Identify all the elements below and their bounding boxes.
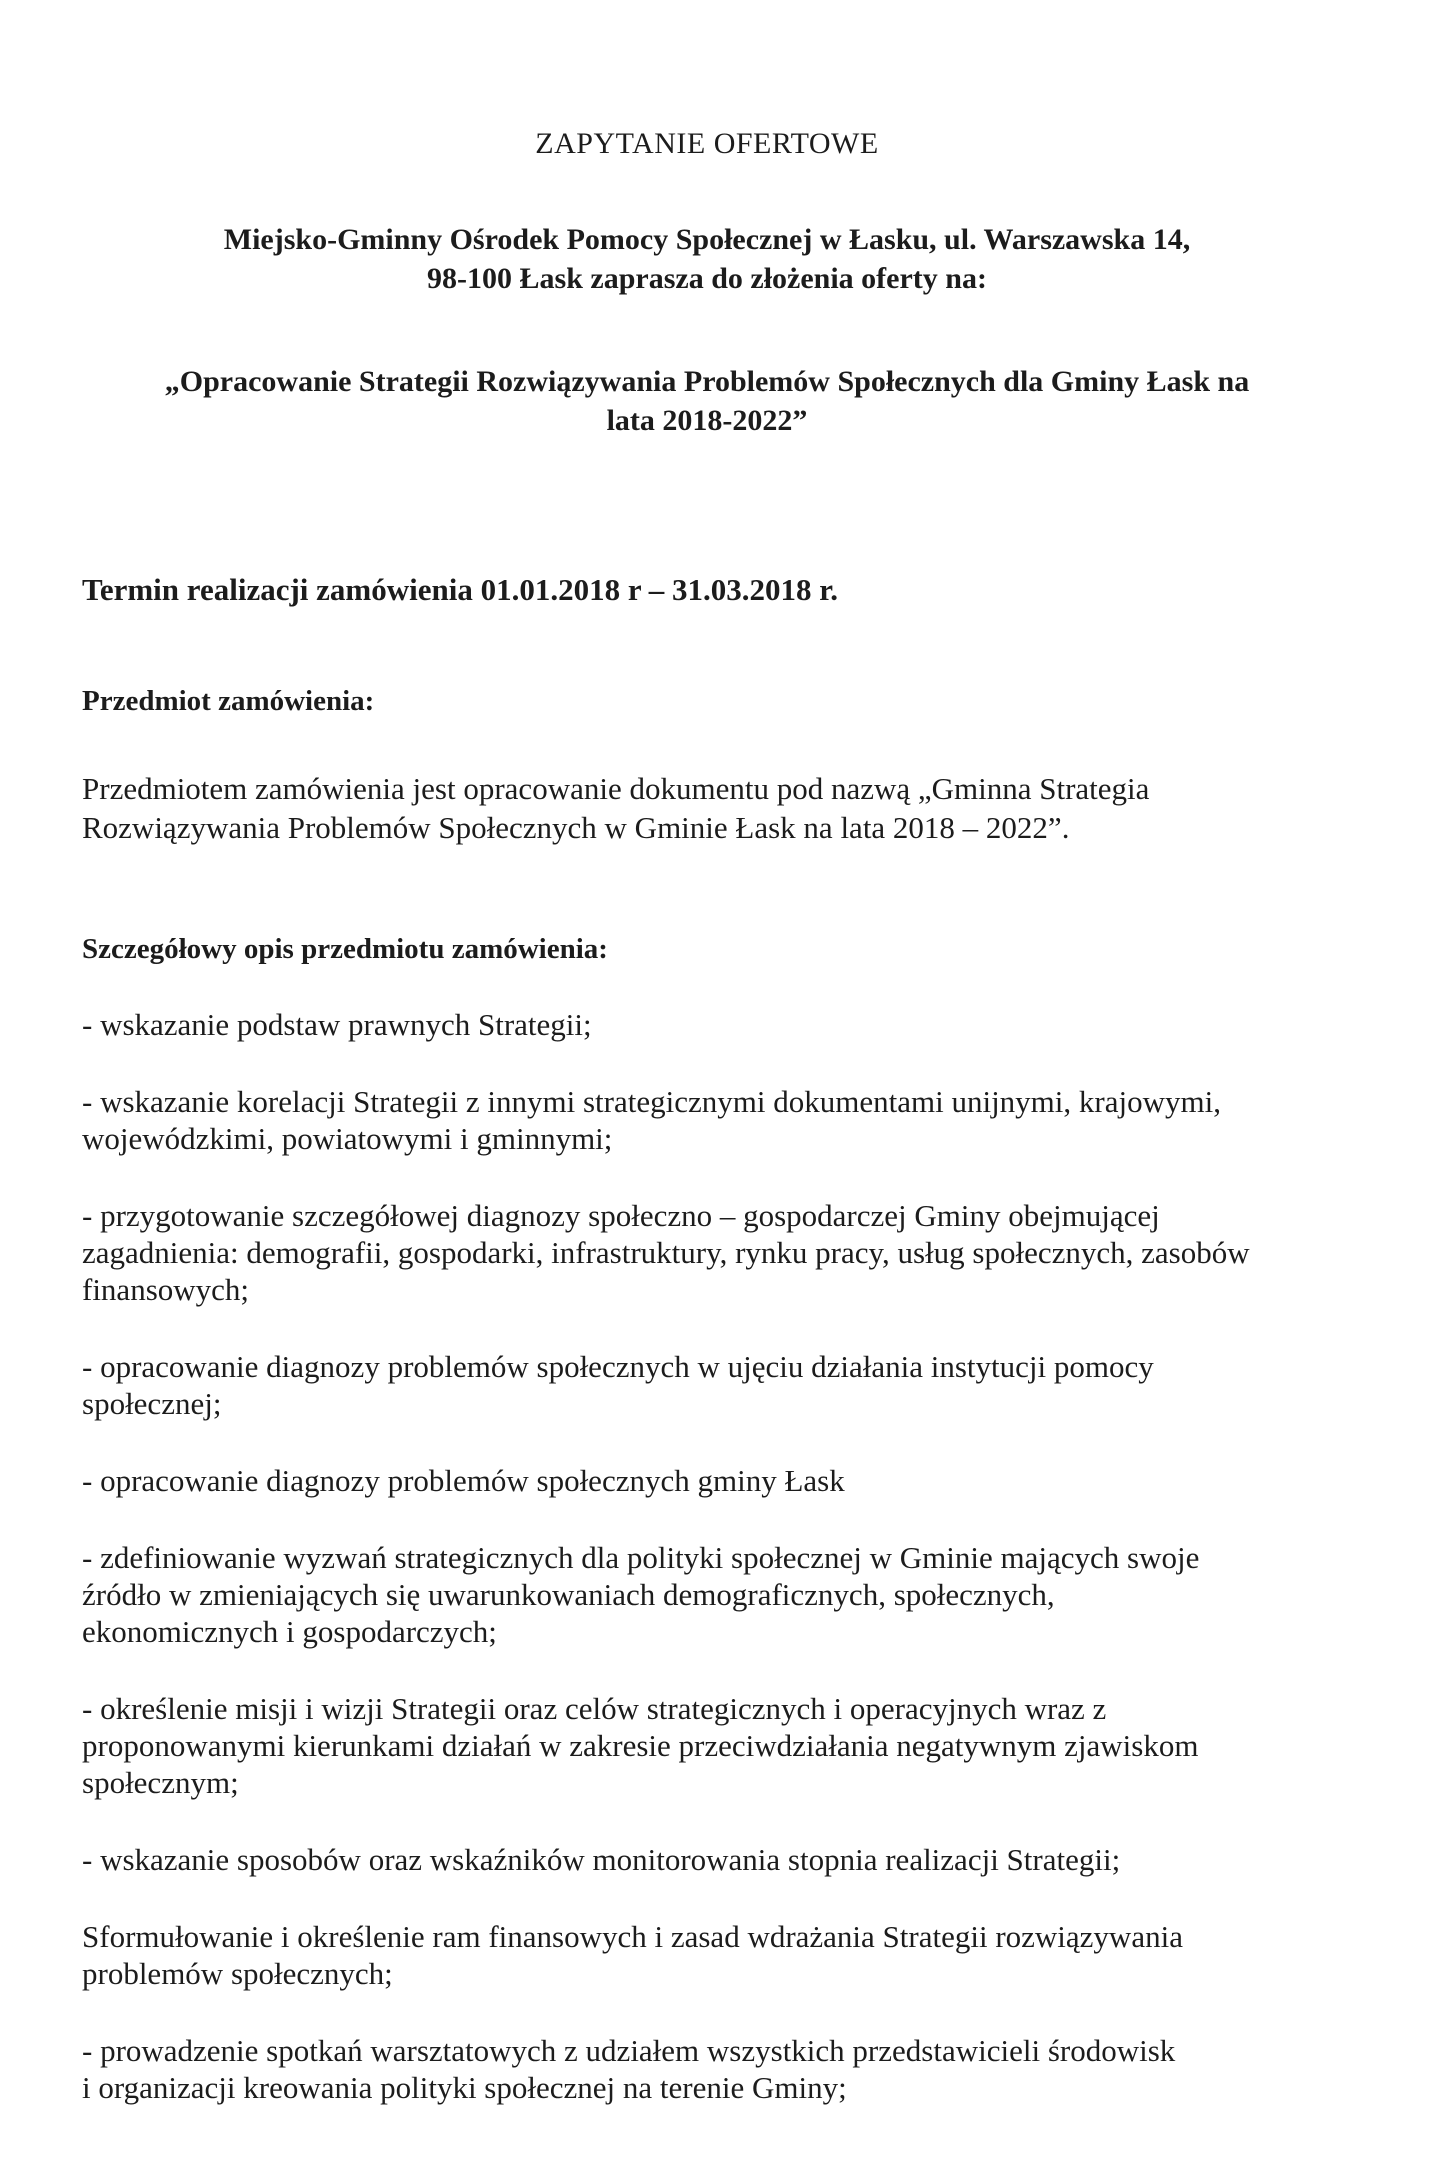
list-item-line: i organizacji kreowania polityki społecznej na terenie Gminy; — [82, 2070, 847, 2105]
list-item-line: wojewódzkimi, powiatowymi i gminnymi; — [82, 1121, 613, 1156]
subject-description — [82, 769, 1332, 847]
list-item-line: Sformułowanie i określenie ram finansowych i zasad wdrażania Strategii rozwiązywania — [82, 1919, 1183, 1954]
intro-line-2: 98-100 Łask zaprasza do złożenia oferty na: — [427, 262, 987, 295]
list-item-line: - wskazanie sposobów oraz wskaźników monitorowania stopnia realizacji Strategii; — [82, 1842, 1121, 1877]
list-item-line: proponowanymi kierunkami działań w zakresie przeciwdziałania negatywnym zjawiskom — [82, 1728, 1199, 1763]
list-item-line: problemów społecznych; — [82, 1956, 393, 1991]
list-item-line: - wskazanie korelacji Strategii z innymi strategicznymi dokumentami unijnymi, krajowymi, — [82, 1084, 1221, 1119]
list-item-line: - opracowanie diagnozy problemów społecznych gminy Łask — [82, 1463, 845, 1498]
list-item-line: - przygotowanie szczegółowej diagnozy społeczno – gospodarczej Gminy obejmującej — [82, 1198, 1160, 1233]
subject-block — [82, 362, 1332, 440]
subject-line-1: „Opracowanie Strategii Rozwiązywania Problemów Społecznych dla Gminy Łask na — [164, 365, 1250, 398]
list-item-line: społecznej; — [82, 1386, 222, 1421]
list-item — [82, 1348, 1332, 1422]
list-item — [82, 2032, 1332, 2106]
deadline-text: Termin realizacji zamówienia 01.01.2018 r – 31.03.2018 r. — [82, 572, 838, 607]
list-item — [82, 1006, 1332, 1043]
list-item-line: źródło w zmieniających się uwarunkowaniach demograficznych, społecznych, — [82, 1577, 1055, 1612]
list-item — [82, 1197, 1332, 1308]
list-item-line: finansowych; — [82, 1272, 250, 1307]
list-item — [82, 1918, 1332, 1992]
intro-block — [82, 220, 1332, 298]
list-item-line: - zdefiniowanie wyzwań strategicznych dla polityki społecznej w Gminie mających swoje — [82, 1540, 1200, 1575]
list-item — [82, 1690, 1332, 1801]
list-item-line: - wskazanie podstaw prawnych Strategii; — [82, 1007, 592, 1042]
list-item-line: - określenie misji i wizji Strategii oraz celów strategicznych i operacyjnych wraz z — [82, 1691, 1107, 1726]
details-list — [82, 1006, 1332, 2106]
list-item — [82, 1462, 1332, 1499]
intro-line-1: Miejsko-Gminny Ośrodek Pomocy Społecznej w Łasku, ul. Warszawska 14, — [223, 223, 1191, 256]
list-item-line: ekonomicznych i gospodarczych; — [82, 1614, 497, 1649]
document-content — [82, 126, 1332, 2146]
section-title-details: Szczegółowy opis przedmiotu zamówienia: — [82, 933, 608, 965]
list-item-line: zagadnienia: demografii, gospodarki, infrastruktury, rynku pracy, usług społecznych, zasobów — [82, 1235, 1250, 1270]
subject-line-2: lata 2018-2022” — [606, 404, 808, 437]
subject-description-line-2: Rozwiązywania Problemów Społecznych w Gminie Łask na lata 2018 – 2022”. — [82, 810, 1070, 845]
list-item — [82, 1083, 1332, 1157]
list-item-line: społecznym; — [82, 1765, 239, 1800]
list-item-line: - opracowanie diagnozy problemów społecznych w ujęciu działania instytucji pomocy — [82, 1349, 1154, 1384]
list-item — [82, 1841, 1332, 1878]
section-title-subject: Przedmiot zamówienia: — [82, 685, 375, 717]
subject-description-line-1: Przedmiotem zamówienia jest opracowanie dokumentu pod nazwą „Gminna Strategia — [82, 771, 1150, 806]
document-title: ZAPYTANIE OFERTOWE — [535, 127, 879, 160]
list-item — [82, 1539, 1332, 1650]
list-item-line: - prowadzenie spotkań warsztatowych z udziałem wszystkich przedstawicieli środowisk — [82, 2033, 1176, 2068]
